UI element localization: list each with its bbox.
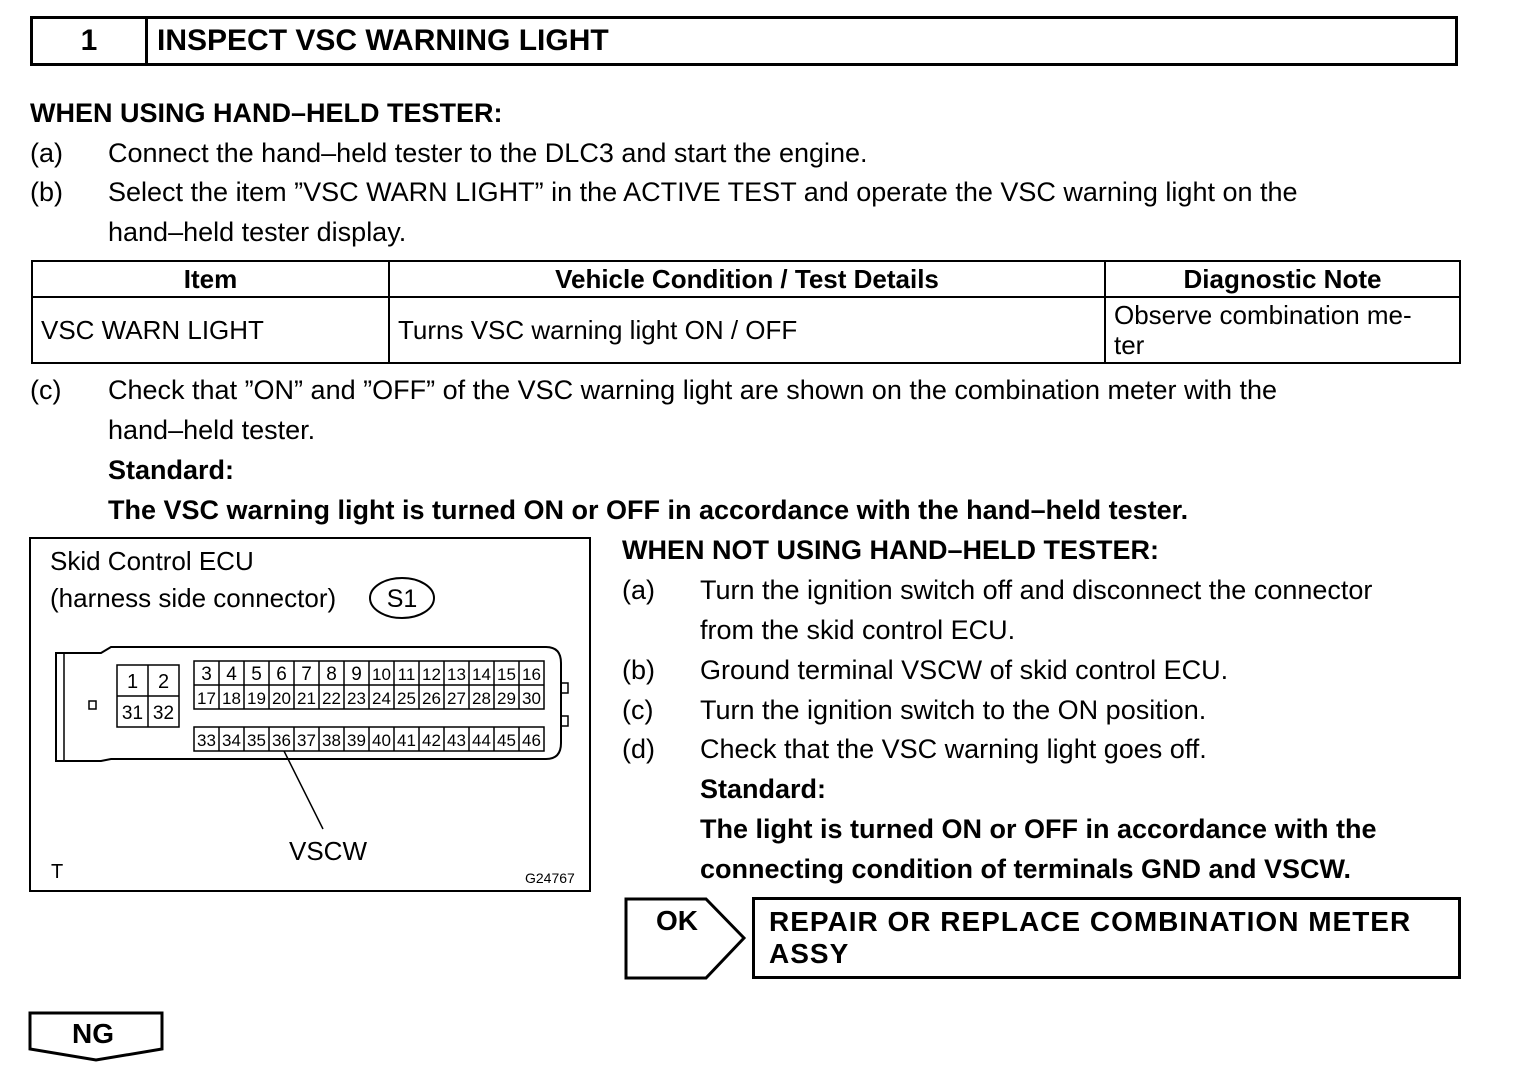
ok-label: OK [656,905,698,936]
table-header-condition: Vehicle Condition / Test Details [389,261,1105,297]
no-tester-item-d-label: (d) [622,734,655,764]
terminal-9: 9 [351,664,362,685]
no-tester-item-a-text-1: Turn the ignition switch off and disconnect the connector [700,575,1373,605]
terminal-2: 2 [157,671,170,693]
tester-heading: WHEN USING HAND–HELD TESTER: [30,98,503,128]
tester-standard-label: Standard: [108,455,235,485]
terminal-18: 18 [222,689,241,708]
no-tester-item-a-label: (a) [622,575,655,605]
step-header [30,16,1458,66]
terminal-4: 4 [226,664,237,685]
terminal-15: 15 [497,665,516,684]
table-cell-note-line-1: Observe combination me- [1114,300,1412,330]
terminal-45: 45 [497,731,516,750]
tester-item-a-text: Connect the hand–held tester to the DLC3 and start the engine. [108,138,868,168]
terminal-31: 31 [121,703,144,724]
tester-item-b-text-2: hand–held tester display. [108,217,407,247]
terminal-42: 42 [422,731,441,750]
tester-item-a-label: (a) [30,138,63,168]
no-tester-item-d-text: Check that the VSC warning light goes off. [700,734,1207,764]
table-row [32,297,1460,363]
no-tester-standard-text-2: connecting condition of terminals GND and VSCW. [700,854,1352,884]
tester-standard-text: The VSC warning light is turned ON or OFF in accordance with the hand–held tester. [108,495,1189,525]
terminal-39: 39 [347,731,366,750]
terminal-26: 26 [422,689,441,708]
ok-result-text [769,906,1411,970]
terminal-41: 41 [397,731,416,750]
terminal-8: 8 [326,664,337,685]
connector-tab-1 [561,683,568,693]
ok-result-line-2: ASSY [769,938,850,969]
vscw-label: VSCW [289,836,367,866]
no-tester-item-b-label: (b) [622,655,655,685]
terminal-43: 43 [447,731,466,750]
terminal-11: 11 [397,665,416,684]
terminal-46: 46 [522,731,541,750]
no-tester-item-a-text-2: from the skid control ECU. [700,615,1016,645]
table-cell-note [1105,297,1460,363]
terminal-7: 7 [301,664,312,685]
tester-item-c-text-1: Check that ”ON” and ”OFF” of the VSC warning light are shown on the combination meter with the [108,375,1278,405]
tester-item-b-text-1: Select the item ”VSC WARN LIGHT” in the ACTIVE TEST and operate the VSC warning light on the [108,177,1298,207]
terminal-36: 36 [272,731,291,750]
tester-item-c-label: (c) [30,375,62,405]
no-tester-item-c-label: (c) [622,695,654,725]
ok-result-box [752,897,1461,979]
table-cell-item: VSC WARN LIGHT [32,297,389,363]
tester-item-b-label: (b) [30,177,63,207]
no-tester-heading: WHEN NOT USING HAND–HELD TESTER: [622,535,1160,565]
terminal-6: 6 [276,664,287,685]
step-number: 1 [33,19,148,63]
diagram-title: Skid Control ECU [50,546,254,576]
table-header-item: Item [32,261,389,297]
terminal-21: 21 [297,689,316,708]
no-tester-item-b-text: Ground terminal VSCW of skid control ECU. [700,655,1229,685]
ok-result-line-1: REPAIR OR REPLACE COMBINATION METER [769,906,1412,937]
no-tester-standard-text-1: The light is turned ON or OFF in accordance with the [700,814,1377,844]
active-test-table [31,260,1461,364]
no-tester-standard-label: Standard: [700,774,827,804]
terminal-16: 16 [522,665,541,684]
table-header-row [32,261,1460,297]
corner-mark: T [51,861,64,883]
terminal-5: 5 [251,664,262,685]
terminal-19: 19 [247,689,266,708]
terminal-23: 23 [347,689,366,708]
table-cell-note-line-2: ter [1114,330,1145,360]
terminal-34: 34 [222,731,241,750]
terminal-35: 35 [247,731,266,750]
terminal-32: 32 [152,703,175,724]
terminal-37: 37 [297,731,316,750]
terminal-12: 12 [422,665,441,684]
step-title: INSPECT VSC WARNING LIGHT [157,24,609,57]
terminal-44: 44 [472,731,491,750]
tester-item-c-text-2: hand–held tester. [108,415,316,445]
connector-key [89,701,96,709]
terminal-3: 3 [201,664,212,685]
connector-id-text: S1 [386,585,418,613]
terminal-20: 20 [272,689,291,708]
diagram-subtitle: (harness side connector) [50,583,337,613]
table-cell-condition: Turns VSC warning light ON / OFF [389,297,1105,363]
terminal-10: 10 [372,665,391,684]
terminal-29: 29 [497,689,516,708]
terminal-17: 17 [197,689,216,708]
no-tester-item-c-text: Turn the ignition switch to the ON position. [700,695,1207,725]
ng-label: NG [72,1018,114,1049]
terminal-38: 38 [322,731,341,750]
figure-code: G24767 [525,870,575,886]
connector-tab-2 [561,716,568,726]
terminal-40: 40 [372,731,391,750]
table-header-note: Diagnostic Note [1105,261,1460,297]
terminal-28: 28 [472,689,491,708]
terminal-33: 33 [197,731,216,750]
terminal-22: 22 [322,689,341,708]
terminal-27: 27 [447,689,466,708]
terminal-14: 14 [472,665,491,684]
terminal-24: 24 [372,689,391,708]
terminal-1: 1 [126,671,139,693]
terminal-13: 13 [447,665,466,684]
vscw-leader-line [284,751,323,829]
terminal-30: 30 [522,689,541,708]
connector-diagram [29,537,591,892]
terminal-25: 25 [397,689,416,708]
